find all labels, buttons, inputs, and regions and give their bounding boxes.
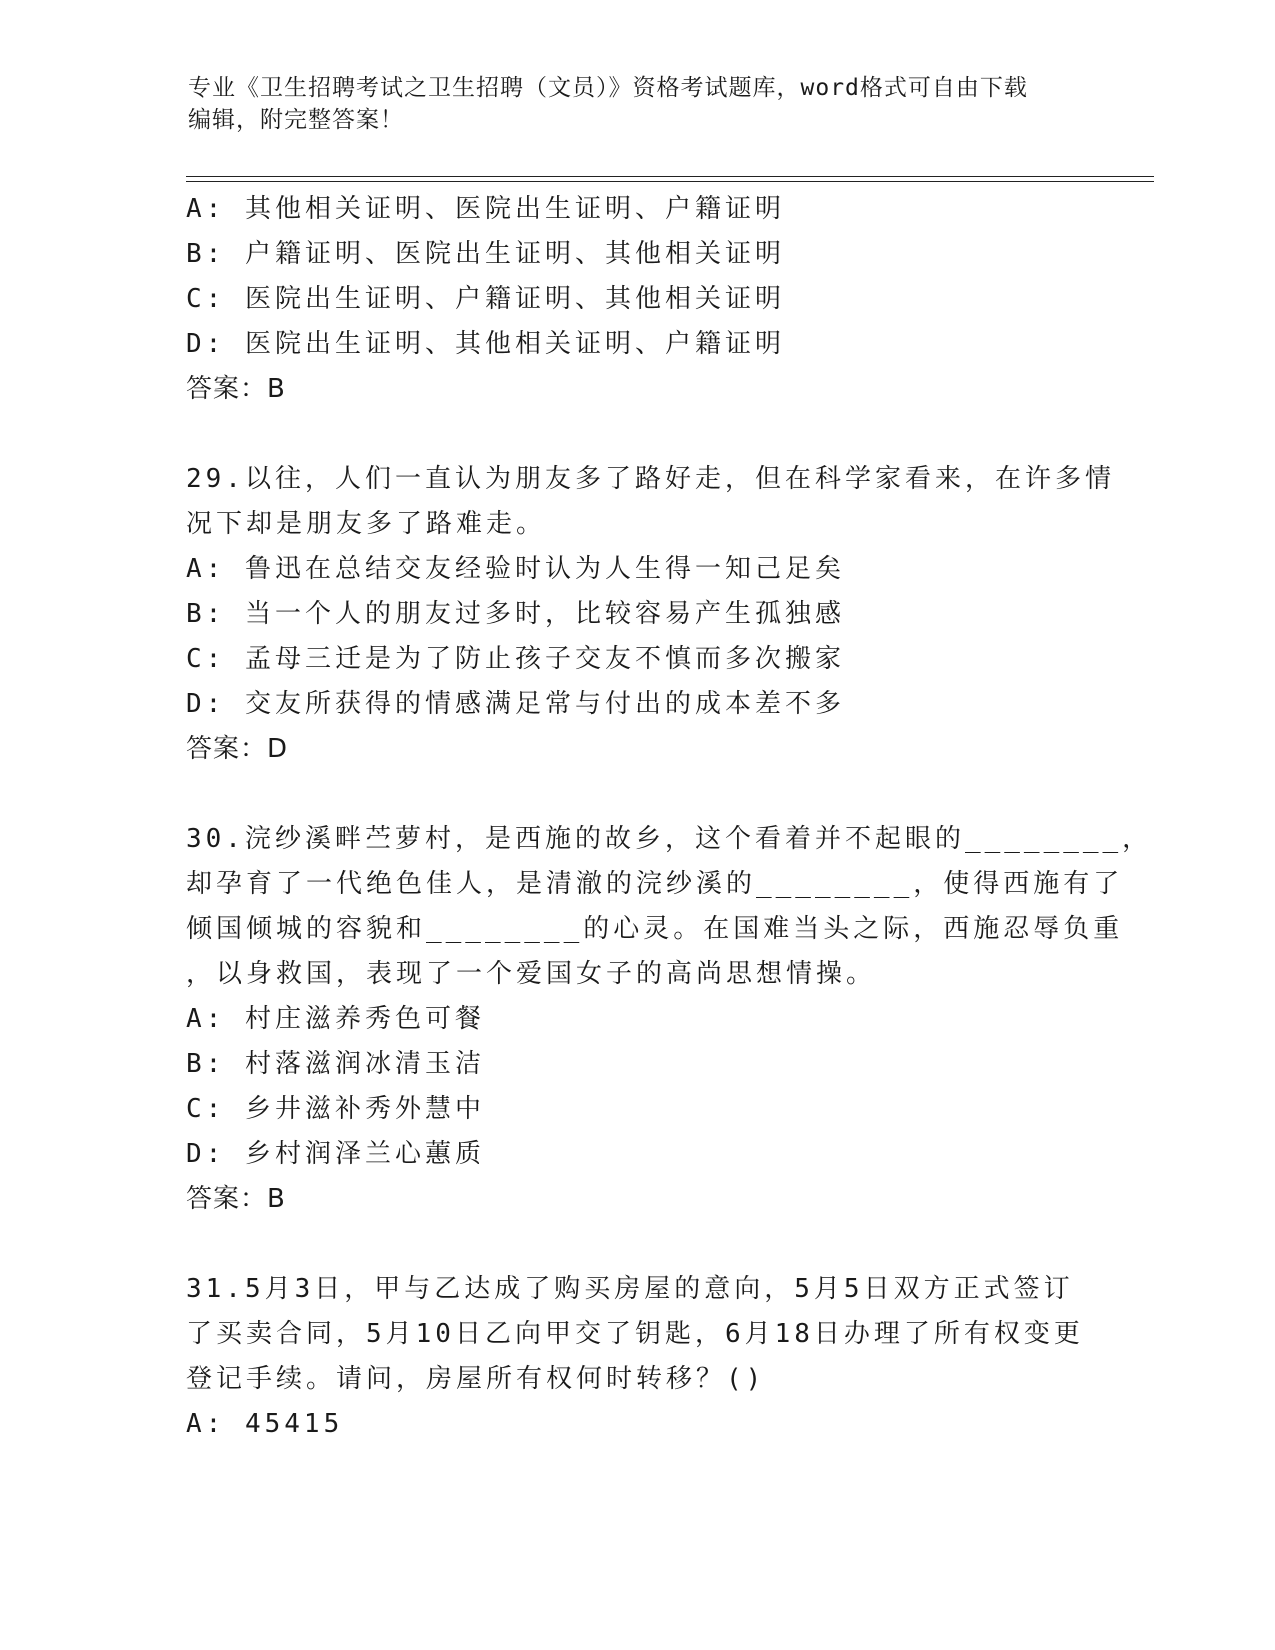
option-a: A: 鲁迅在总结交友经验时认为人生得一知己足矣 <box>186 554 845 584</box>
question-30 <box>186 817 1153 1222</box>
question-list <box>186 187 1153 1447</box>
option-c: C: 医院出生证明、户籍证明、其他相关证明 <box>186 284 785 314</box>
answer-line: 答案：B <box>186 374 286 404</box>
question-stem-line: ，以身救国，表现了一个爱国女子的高尚思想情操。 <box>186 959 877 989</box>
option-b: B: 村落滋润冰清玉洁 <box>186 1049 485 1079</box>
question-31 <box>186 1267 1086 1447</box>
question-stem-line: 31.5月3日，甲与乙达成了购买房屋的意向，5月5日双方正式签订 <box>186 1274 1074 1304</box>
option-c: C: 乡井滋补秀外慧中 <box>186 1094 485 1124</box>
question-stem-line: 30.浣纱溪畔苎萝村，是西施的故乡，这个看着并不起眼的________， <box>186 824 1153 854</box>
option-b: B: 当一个人的朋友过多时，比较容易产生孤独感 <box>186 599 845 629</box>
header-divider-top <box>186 176 1154 177</box>
question-stem-line: 况下却是朋友多了路难走。 <box>186 509 547 539</box>
option-b: B: 户籍证明、医院出生证明、其他相关证明 <box>186 239 785 269</box>
header-divider-bottom <box>186 181 1154 182</box>
answer-line: 答案：D <box>186 734 289 764</box>
question-29 <box>186 457 1115 772</box>
option-d: D: 乡村润泽兰心蕙质 <box>186 1139 485 1169</box>
question-stem-line: 却孕育了一代绝色佳人，是清澈的浣纱溪的________，使得西施有了 <box>186 869 1124 899</box>
question-stem-line: 倾国倾城的容貌和________的心灵。在国难当头之际，西施忍辱负重 <box>186 914 1124 944</box>
question-stem-line: 了买卖合同，5月10日乙向甲交了钥匙，6月18日办理了所有权变更 <box>186 1319 1084 1349</box>
question-stem-line: 登记手续。请问，房屋所有权何时转移？() <box>186 1364 766 1394</box>
option-d: D: 医院出生证明、其他相关证明、户籍证明 <box>186 329 785 359</box>
option-a: A: 45415 <box>186 1409 344 1439</box>
spacer <box>186 1222 1086 1267</box>
header-title-line-2: 编辑，附完整答案！ <box>188 107 404 133</box>
option-a: A: 村庄滋养秀色可餐 <box>186 1004 485 1034</box>
option-d: D: 交友所获得的情感满足常与付出的成本差不多 <box>186 689 845 719</box>
spacer <box>186 772 1086 817</box>
spacer <box>186 412 1086 457</box>
answer-line: 答案：B <box>186 1184 286 1214</box>
document-header <box>188 72 1088 136</box>
header-title-line-1: 专业《卫生招聘考试之卫生招聘（文员）》资格考试题库，word格式可自由下载 <box>188 75 1028 101</box>
question-28 <box>186 187 1086 412</box>
question-stem-line: 29.以往，人们一直认为朋友多了路好走，但在科学家看来，在许多情 <box>186 464 1115 494</box>
option-c: C: 孟母三迁是为了防止孩子交友不慎而多次搬家 <box>186 644 845 674</box>
option-a: A: 其他相关证明、医院出生证明、户籍证明 <box>186 194 785 224</box>
